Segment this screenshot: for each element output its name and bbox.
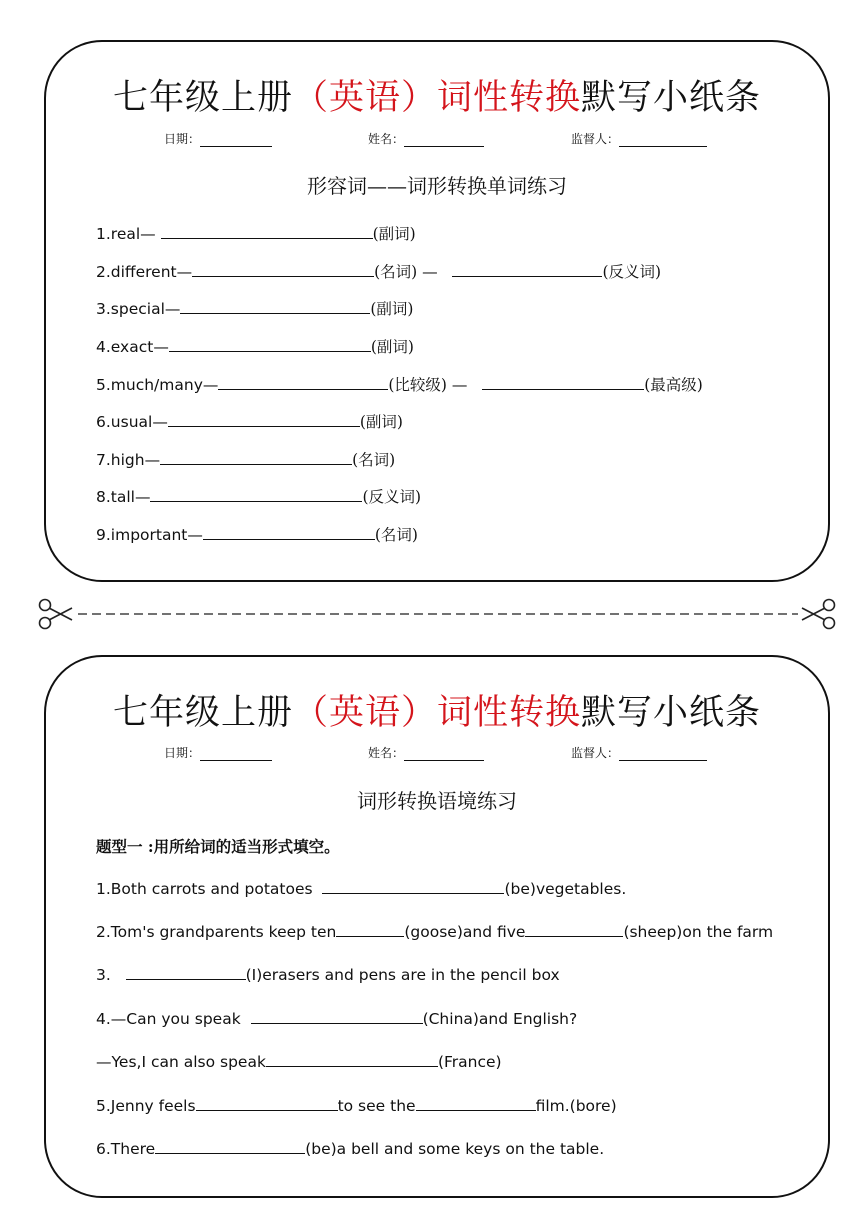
supervisor-field bbox=[571, 744, 707, 761]
item-hint: (名词) bbox=[352, 451, 396, 469]
card2-title bbox=[46, 685, 828, 735]
item-hint: (反义词) bbox=[602, 263, 662, 281]
title-suffix: 默写小纸条 bbox=[581, 693, 762, 733]
sentence-text: (China)and English? bbox=[422, 1010, 578, 1028]
sentence-text: 5.Jenny feels bbox=[96, 1097, 196, 1115]
date-field bbox=[164, 744, 272, 761]
cut-line bbox=[36, 598, 838, 630]
exercise-row bbox=[96, 485, 421, 507]
worksheet-card-2 bbox=[44, 655, 830, 1198]
sentence-text: 2.Tom's grandparents keep ten bbox=[96, 923, 337, 941]
sentence-text: 6.There bbox=[96, 1140, 156, 1158]
answer-blank[interactable] bbox=[169, 336, 371, 352]
answer-blank[interactable] bbox=[126, 964, 246, 980]
sentence-text: (be)vegetables. bbox=[504, 880, 627, 898]
answer-blank[interactable] bbox=[192, 261, 374, 277]
exercise-row bbox=[96, 260, 661, 282]
scissors-icon bbox=[802, 600, 835, 629]
sentence-row bbox=[96, 1051, 502, 1071]
name-field bbox=[368, 130, 484, 147]
sentence-row bbox=[96, 1008, 577, 1028]
sentence-text: (be)a bell and some keys on the table. bbox=[305, 1140, 605, 1158]
sentence-text: —Yes,I can also speak bbox=[96, 1053, 266, 1071]
answer-blank[interactable] bbox=[218, 374, 388, 390]
answer-blank[interactable] bbox=[482, 374, 644, 390]
item-word: 1.real— bbox=[96, 225, 156, 243]
item-word: 9.important— bbox=[96, 526, 203, 544]
card2-subtitle: 词形转换语境练习 bbox=[357, 789, 517, 813]
name-label: 姓名： bbox=[368, 132, 405, 146]
item-hint: (名词) bbox=[374, 526, 418, 544]
answer-blank[interactable] bbox=[155, 1138, 305, 1154]
title-red: （英语）词性转换 bbox=[292, 78, 581, 118]
item-hint: (最高级) bbox=[644, 376, 703, 394]
answer-blank[interactable] bbox=[203, 524, 375, 540]
name-blank[interactable] bbox=[404, 748, 484, 761]
item-word: 6.usual— bbox=[96, 413, 168, 431]
answer-blank[interactable] bbox=[196, 1095, 338, 1111]
supervisor-blank[interactable] bbox=[619, 134, 707, 147]
answer-blank[interactable] bbox=[161, 223, 373, 239]
answer-blank[interactable] bbox=[180, 298, 370, 314]
date-blank[interactable] bbox=[200, 748, 272, 761]
answer-blank[interactable] bbox=[416, 1095, 536, 1111]
title-prefix: 七年级上册 bbox=[112, 78, 293, 118]
sentence-text: 4.—Can you speak bbox=[96, 1010, 241, 1028]
answer-blank[interactable] bbox=[160, 449, 352, 465]
answer-blank[interactable] bbox=[251, 1008, 423, 1024]
item-word: 2.different— bbox=[96, 263, 193, 281]
date-field bbox=[164, 130, 272, 147]
item-hint: (副词) bbox=[370, 300, 414, 318]
answer-blank[interactable] bbox=[168, 411, 360, 427]
answer-blank[interactable] bbox=[266, 1051, 438, 1067]
question-type: 题型一 :用所给词的适当形式填空。 bbox=[96, 837, 340, 856]
sentence-text: (goose)and five bbox=[404, 923, 526, 941]
answer-blank[interactable] bbox=[452, 261, 602, 277]
sentence-text: 3. bbox=[96, 966, 111, 984]
item-hint: (反义词) bbox=[362, 488, 422, 506]
exercise-row bbox=[96, 335, 414, 357]
exercise-row bbox=[96, 373, 703, 395]
sentence-row bbox=[96, 1138, 604, 1158]
sentence-row bbox=[96, 964, 560, 984]
title-prefix: 七年级上册 bbox=[112, 693, 293, 733]
item-word: 5.much/many— bbox=[96, 376, 219, 394]
answer-blank[interactable] bbox=[336, 921, 404, 937]
date-label: 日期： bbox=[164, 746, 201, 760]
name-field bbox=[368, 744, 484, 761]
sentence-text: (sheep)on the farm bbox=[623, 923, 774, 941]
item-word: 4.exact— bbox=[96, 338, 169, 356]
supervisor-label: 监督人： bbox=[571, 132, 620, 146]
worksheet-card-1 bbox=[44, 40, 830, 582]
answer-blank[interactable] bbox=[150, 486, 362, 502]
item-hint: (副词) bbox=[372, 225, 416, 243]
item-hint: (副词) bbox=[370, 338, 414, 356]
item-hint: (名词) — bbox=[374, 263, 438, 281]
sentence-row bbox=[96, 921, 773, 941]
item-word: 3.special— bbox=[96, 300, 181, 318]
date-blank[interactable] bbox=[200, 134, 272, 147]
item-word: 7.high— bbox=[96, 451, 161, 469]
scissors-icon bbox=[40, 600, 73, 629]
supervisor-blank[interactable] bbox=[619, 748, 707, 761]
exercise-row bbox=[96, 523, 418, 545]
sentence-text: to see the bbox=[337, 1097, 416, 1115]
item-hint: (比较级) — bbox=[388, 376, 468, 394]
sentence-text: (I)erasers and pens are in the pencil box bbox=[245, 966, 560, 984]
title-suffix: 默写小纸条 bbox=[581, 78, 762, 118]
name-blank[interactable] bbox=[404, 134, 484, 147]
card1-subtitle: 形容词——词形转换单词练习 bbox=[307, 174, 567, 198]
sentence-text: (France) bbox=[437, 1053, 502, 1071]
exercise-row bbox=[96, 410, 403, 432]
sentence-text: 1.Both carrots and potatoes bbox=[96, 880, 313, 898]
sentence-row bbox=[96, 1095, 617, 1115]
exercise-row bbox=[96, 222, 416, 244]
sentence-text: film.(bore) bbox=[535, 1097, 617, 1115]
exercise-row bbox=[96, 448, 395, 470]
item-hint: (副词) bbox=[359, 413, 403, 431]
date-label: 日期： bbox=[164, 132, 201, 146]
supervisor-label: 监督人： bbox=[571, 746, 620, 760]
supervisor-field bbox=[571, 130, 707, 147]
exercise-row bbox=[96, 297, 413, 319]
item-word: 8.tall— bbox=[96, 488, 151, 506]
answer-blank[interactable] bbox=[525, 921, 623, 937]
name-label: 姓名： bbox=[368, 746, 405, 760]
title-red: （英语）词性转换 bbox=[292, 693, 581, 733]
card1-title bbox=[46, 70, 828, 120]
sentence-row bbox=[96, 878, 626, 898]
answer-blank[interactable] bbox=[322, 878, 504, 894]
